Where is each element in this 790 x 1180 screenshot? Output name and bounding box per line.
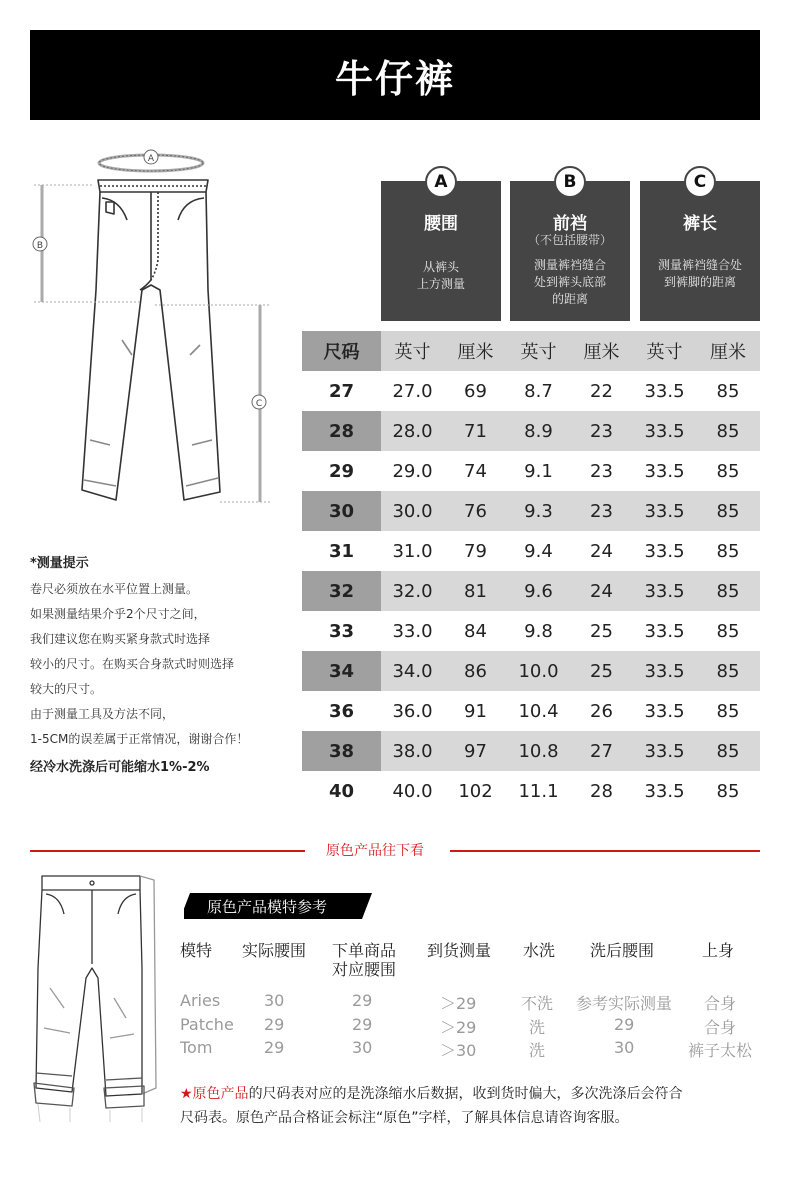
header-rise-inch: 英寸 xyxy=(507,331,570,371)
table-cell: 9.1 xyxy=(507,451,570,491)
table-cell: 27 xyxy=(570,731,633,771)
table-cell: 29 xyxy=(352,991,373,1010)
table-cell: ＞29 xyxy=(440,994,477,1013)
table-cell: 30 xyxy=(264,991,285,1010)
size-cell: 38 xyxy=(302,731,381,771)
marker-a xyxy=(144,150,158,164)
waist-column-title: 腰围 xyxy=(424,214,458,234)
table-cell: 40.0 xyxy=(381,771,444,811)
table-cell: ＞29 xyxy=(440,1018,477,1037)
footnote-line-1 xyxy=(180,1082,760,1106)
table-cell: 29 xyxy=(264,1015,285,1034)
table-cell: 27.0 xyxy=(381,371,444,411)
table-cell: 30 xyxy=(352,1038,373,1057)
waist-desc-line: 上方测量 xyxy=(416,277,465,291)
size-cell: 34 xyxy=(302,651,381,691)
front-rise-column-title: 前裆 xyxy=(553,214,587,234)
table-cell: 23 xyxy=(570,451,633,491)
table-cell: 参考实际测量 xyxy=(576,994,673,1013)
table-cell: 85 xyxy=(696,571,760,611)
table-cell: 97 xyxy=(444,731,507,771)
table-cell: 33.5 xyxy=(633,371,696,411)
table-cell: 洗 xyxy=(529,1018,546,1037)
table-cell: 33.5 xyxy=(633,491,696,531)
table-row xyxy=(302,491,760,531)
waist-column-desc xyxy=(389,259,493,293)
divider-left xyxy=(30,850,305,852)
page-title: 牛仔裤 xyxy=(334,56,455,101)
tip-line: 我们建议您在购买紧身款式时选择 xyxy=(30,632,211,646)
table-cell: 洗 xyxy=(529,1041,546,1060)
tips-title: *测量提示 xyxy=(30,556,89,571)
table-cell: 28 xyxy=(570,771,633,811)
front-rise-column-desc xyxy=(518,257,622,308)
table-cell: 22 xyxy=(570,371,633,411)
jeans-front-drawing xyxy=(82,155,220,500)
table-cell: 25 xyxy=(570,651,633,691)
table-row xyxy=(302,691,760,731)
marker-b-label: B xyxy=(36,241,44,251)
inseam-desc-line: 到裤脚的距离 xyxy=(663,275,736,289)
table-cell: 23 xyxy=(570,491,633,531)
table-cell: 85 xyxy=(696,731,760,771)
table-cell: 33.5 xyxy=(633,611,696,651)
measurement-tips xyxy=(30,552,300,775)
table-cell: 28.0 xyxy=(381,411,444,451)
table-cell: 71 xyxy=(444,411,507,451)
shrink-note: 经冷水洗涤后可能缩水1%-2% xyxy=(30,760,210,775)
table-cell: 69 xyxy=(444,371,507,411)
table-cell: 29 xyxy=(352,1015,373,1034)
model-banner-text-wrap xyxy=(180,893,372,919)
table-cell: 合身 xyxy=(704,1018,737,1037)
raw-denim-jeans-drawing xyxy=(30,868,170,1123)
model-banner-text: 原色产品模特参考 xyxy=(207,898,328,916)
marker-b xyxy=(33,237,47,251)
footnote-highlight: ★原色产品 xyxy=(180,1086,249,1102)
table-cell: 84 xyxy=(444,611,507,651)
header-size: 尺码 xyxy=(302,331,381,371)
table-cell: 33.5 xyxy=(633,771,696,811)
title-bar xyxy=(30,30,760,120)
header-actual-waist: 实际腰围 xyxy=(242,941,307,960)
table-cell: 33.5 xyxy=(633,451,696,491)
table-row xyxy=(302,371,760,411)
size-cell: 40 xyxy=(302,771,381,811)
waist-letter-badge: A xyxy=(425,166,457,198)
divider-label: 原色产品往下看 xyxy=(326,843,424,859)
header-washing: 水洗 xyxy=(523,941,556,960)
table-cell: 38.0 xyxy=(381,731,444,771)
raw-denim-footnote xyxy=(180,1082,760,1130)
table-cell: 29.0 xyxy=(381,451,444,491)
tip-line: 较大的尺寸。 xyxy=(30,682,103,696)
table-cell: 23 xyxy=(570,411,633,451)
table-row xyxy=(302,611,760,651)
header-length-cm: 厘米 xyxy=(696,331,760,371)
model-name: Tom xyxy=(180,1038,213,1057)
table-cell: 31.0 xyxy=(381,531,444,571)
table-cell: 85 xyxy=(696,691,760,731)
table-cell: 33.5 xyxy=(633,531,696,571)
table-cell: 81 xyxy=(444,571,507,611)
waist-desc-line: 从裤头 xyxy=(422,260,459,274)
table-cell: 79 xyxy=(444,531,507,571)
table-cell: 25 xyxy=(570,611,633,651)
table-cell: 9.8 xyxy=(507,611,570,651)
header-length-inch: 英寸 xyxy=(633,331,696,371)
table-cell: 10.8 xyxy=(507,731,570,771)
size-cell: 28 xyxy=(302,411,381,451)
table-cell: 91 xyxy=(444,691,507,731)
table-cell: 85 xyxy=(696,371,760,411)
table-row xyxy=(302,411,760,451)
size-cell: 30 xyxy=(302,491,381,531)
table-cell: 76 xyxy=(444,491,507,531)
size-cell: 27 xyxy=(302,371,381,411)
tip-line: 由于测量工具及方法不同， xyxy=(30,707,175,721)
inseam-column-box xyxy=(640,172,760,321)
waist-column-box xyxy=(381,172,501,321)
tip-line: 1-5CM的误差属于正常情况，谢谢合作！ xyxy=(30,732,249,746)
model-name: Aries xyxy=(180,991,221,1010)
table-cell: 9.4 xyxy=(507,531,570,571)
inseam-column-title: 裤长 xyxy=(683,214,717,234)
table-cell: 30.0 xyxy=(381,491,444,531)
tip-line: 如果测量结果介乎2个尺寸之间， xyxy=(30,607,206,621)
table-cell: 74 xyxy=(444,451,507,491)
inseam-column-desc xyxy=(648,257,752,291)
size-cell: 36 xyxy=(302,691,381,731)
front-rise-desc-line: 处到裤头底部 xyxy=(533,275,606,289)
header-ordered-waist: 下单商品 对应腰围 xyxy=(332,941,397,979)
front-rise-letter-badge: B xyxy=(554,166,586,198)
table-cell: 24 xyxy=(570,571,633,611)
table-row xyxy=(302,531,760,571)
marker-c xyxy=(252,395,266,409)
footnote-text-2: 尺码表。原色产品合格证会标注“原色”字样，了解具体信息请咨询客服。 xyxy=(180,1110,629,1126)
inseam-desc-line: 测量裤裆缝合处 xyxy=(657,258,742,272)
header-waist-inch: 英寸 xyxy=(381,331,444,371)
table-row xyxy=(302,571,760,611)
tip-line: 卷尺必须放在水平位置上测量。 xyxy=(30,582,199,596)
table-cell: 9.6 xyxy=(507,571,570,611)
front-rise-desc-line: 测量裤裆缝合 xyxy=(533,258,606,272)
table-cell: 85 xyxy=(696,611,760,651)
model-name: Patche xyxy=(180,1015,234,1034)
table-cell: 24 xyxy=(570,531,633,571)
size-cell: 31 xyxy=(302,531,381,571)
table-cell: 10.0 xyxy=(507,651,570,691)
header-model: 模特 xyxy=(180,941,213,960)
divider-right xyxy=(450,850,760,852)
header-washed-waist: 洗后腰围 xyxy=(590,941,655,960)
front-rise-column-subtitle: （不包括腰带） xyxy=(527,233,612,247)
table-cell: 85 xyxy=(696,651,760,691)
tip-line: 较小的尺寸。在购买合身款式时则选择 xyxy=(30,657,235,671)
table-cell: 33.5 xyxy=(633,731,696,771)
header-rise-cm: 厘米 xyxy=(570,331,633,371)
marker-c-label: C xyxy=(255,399,263,409)
front-rise-desc-line: 的距离 xyxy=(551,292,588,306)
table-cell: 33.5 xyxy=(633,571,696,611)
table-cell: 29 xyxy=(614,1015,635,1034)
table-cell: 85 xyxy=(696,491,760,531)
table-cell: ＞30 xyxy=(440,1041,477,1060)
table-cell: 33.0 xyxy=(381,611,444,651)
table-cell: 33.5 xyxy=(633,691,696,731)
table-cell: 85 xyxy=(696,451,760,491)
table-cell: 85 xyxy=(696,411,760,451)
front-rise-dimension xyxy=(34,185,142,302)
table-cell: 不洗 xyxy=(521,994,554,1013)
table-cell: 10.4 xyxy=(507,691,570,731)
table-cell: 30 xyxy=(614,1038,635,1057)
table-cell: 26 xyxy=(570,691,633,731)
table-cell: 9.3 xyxy=(507,491,570,531)
size-table-header-row xyxy=(302,331,760,371)
header-fit: 上身 xyxy=(702,941,735,960)
table-row xyxy=(302,771,760,811)
table-cell: 裤子太松 xyxy=(688,1041,753,1060)
table-cell: 33.5 xyxy=(633,651,696,691)
table-cell: 85 xyxy=(696,771,760,811)
table-row xyxy=(302,731,760,771)
table-cell: 36.0 xyxy=(381,691,444,731)
header-waist-cm: 厘米 xyxy=(444,331,507,371)
jeans-measurement-diagram xyxy=(30,140,280,520)
table-row xyxy=(302,651,760,691)
table-cell: 8.7 xyxy=(507,371,570,411)
size-cell: 29 xyxy=(302,451,381,491)
table-cell: 合身 xyxy=(704,994,737,1013)
table-cell: 86 xyxy=(444,651,507,691)
size-cell: 33 xyxy=(302,611,381,651)
table-cell: 85 xyxy=(696,531,760,571)
table-cell: 8.9 xyxy=(507,411,570,451)
table-cell: 33.5 xyxy=(633,411,696,451)
footnote-text-1: 的尺码表对应的是洗涤缩水后数据，收到货时偏大，多次洗涤后会符合 xyxy=(248,1086,683,1102)
table-cell: 32.0 xyxy=(381,571,444,611)
inseam-letter-badge: C xyxy=(684,166,716,198)
size-cell: 32 xyxy=(302,571,381,611)
front-rise-column-box xyxy=(510,172,630,321)
size-table xyxy=(302,331,760,811)
table-row xyxy=(302,451,760,491)
table-cell: 11.1 xyxy=(507,771,570,811)
table-cell: 34.0 xyxy=(381,651,444,691)
table-cell: 29 xyxy=(264,1038,285,1057)
marker-a-label: A xyxy=(147,154,155,164)
table-cell: 102 xyxy=(444,771,507,811)
header-arrival-measure: 到货测量 xyxy=(427,941,492,960)
